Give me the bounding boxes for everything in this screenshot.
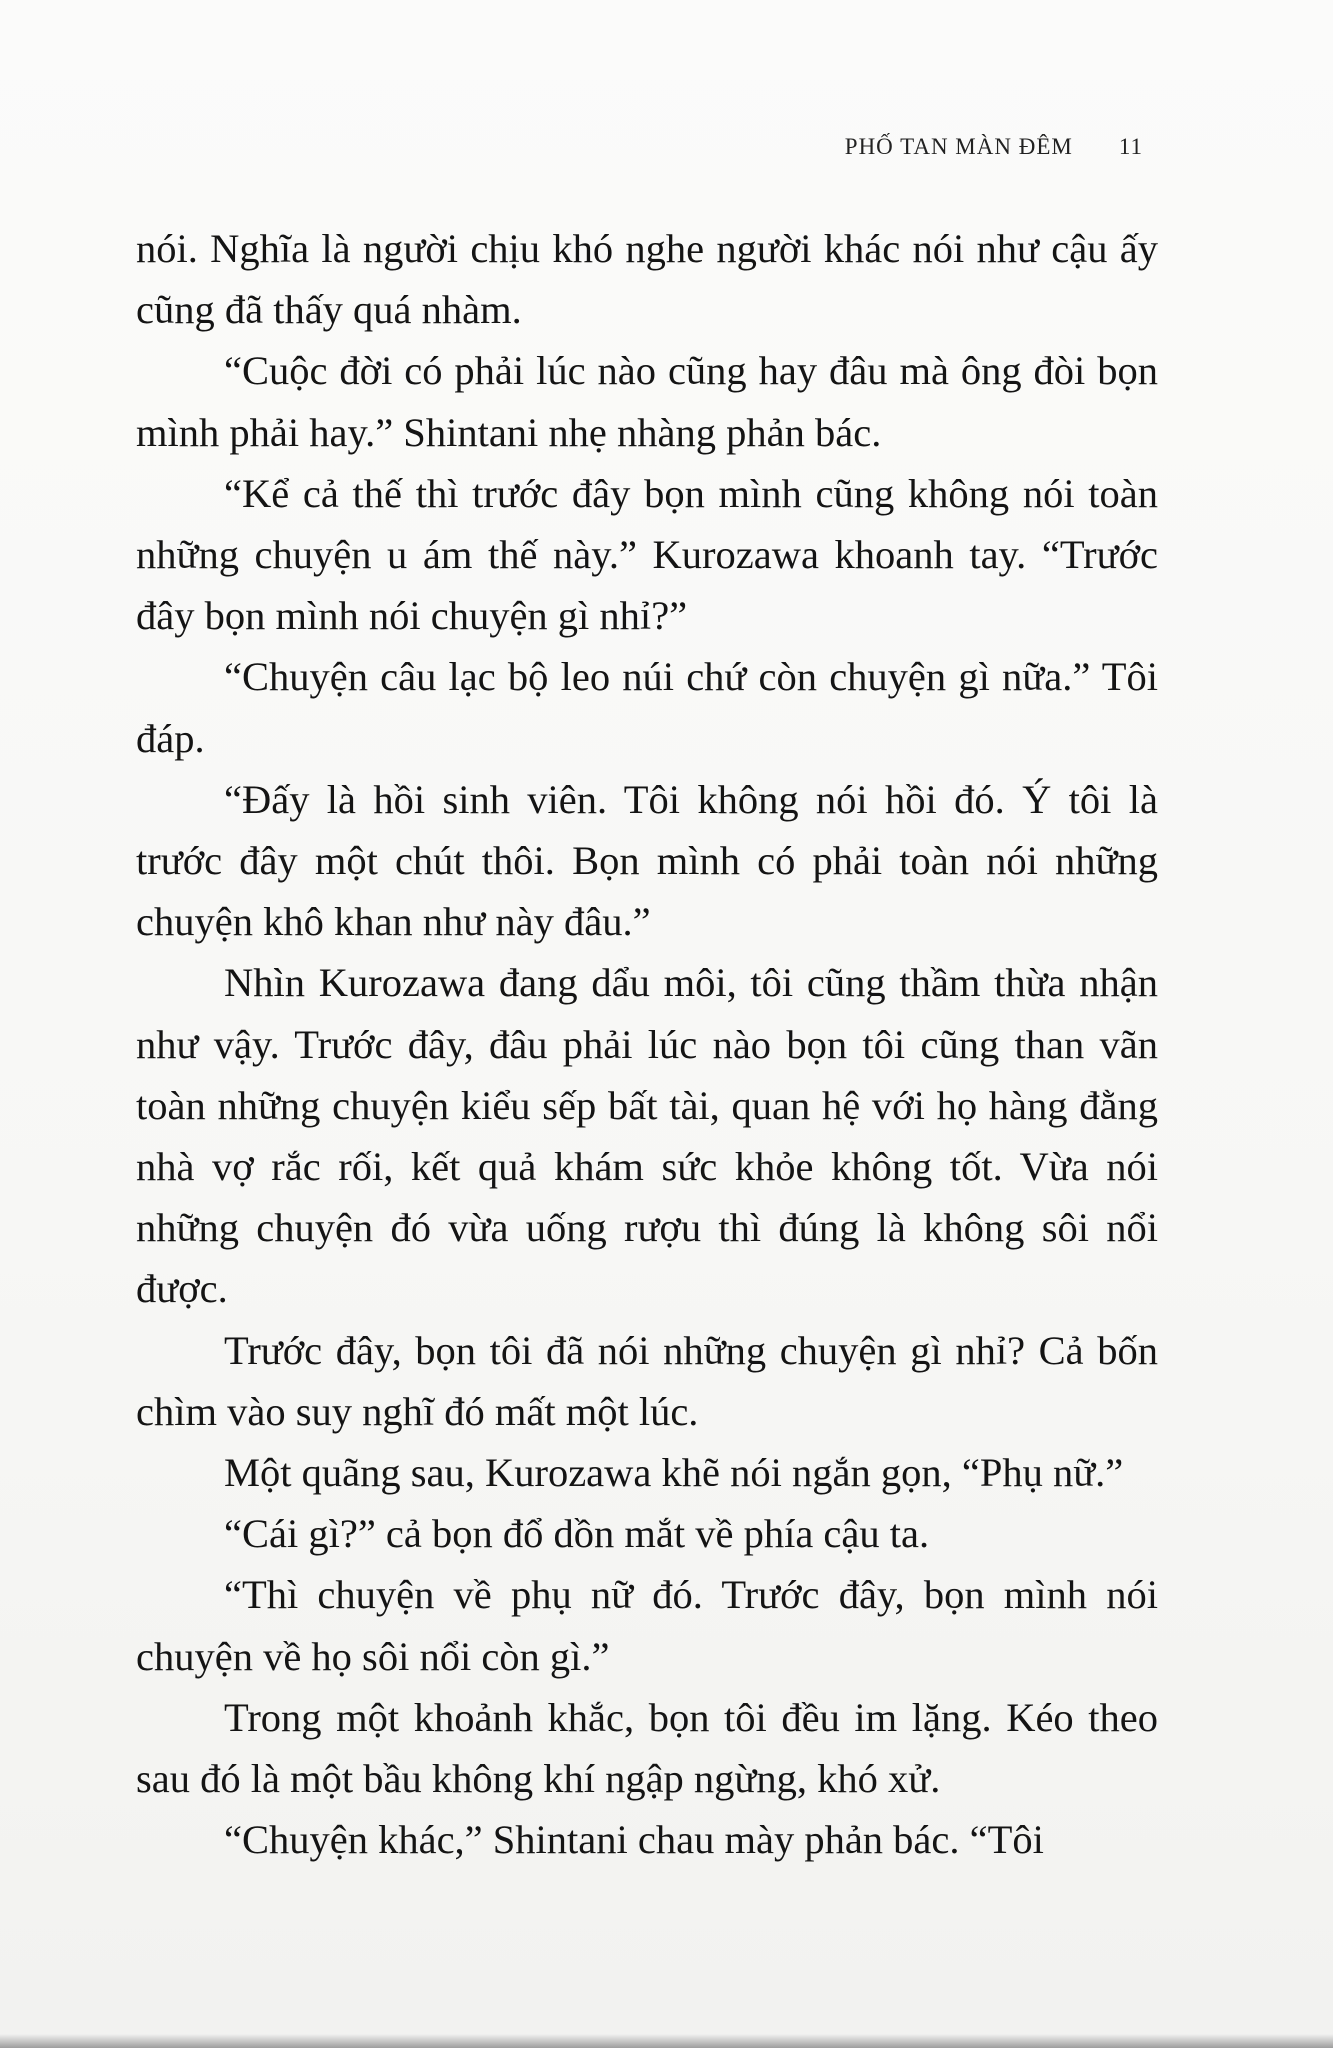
paragraph: “Kể cả thế thì trước đây bọn mình cũng không nói toàn những chuyện u ám thế này.” Kurozawa khoanh tay. “Trước đây bọn mình nói chuyện gì nhỉ?” (136, 470, 1158, 639)
paragraph: “Chuyện khác,” Shintani chau mày phản bác. “Tôi (224, 1817, 1044, 1863)
running-title: PHỐ TAN MÀN ĐÊM (844, 134, 1073, 159)
page-number: 11 (1118, 134, 1143, 159)
paragraph: Trước đây, bọn tôi đã nói những chuyện gì nhỉ? Cả bốn chìm vào suy nghĩ đó mất một lúc. (136, 1327, 1158, 1434)
running-head (845, 134, 1143, 160)
paragraph: Nhìn Kurozawa đang dẩu môi, tôi cũng thầm thừa nhận như vậy. Trước đây, đâu phải lúc nào bọn tôi cũng than vãn toàn những chuyện kiểu sếp bất tài, quan hệ với họ hàng đằng nhà vợ rắc rối, kết quả khám sức khỏe không tốt. Vừa nói những chuyện đó vừa uống rượu thì đúng là không sôi nổi được. (136, 960, 1158, 1312)
paragraph: Trong một khoảnh khắc, bọn tôi đều im lặng. Kéo theo sau đó là một bầu không khí ngập ngừng, khó xử. (136, 1694, 1158, 1802)
paragraph: “Thì chuyện về phụ nữ đó. Trước đây, bọn mình nói chuyện về họ sôi nổi còn gì.” (136, 1572, 1158, 1679)
paragraph: “Chuyện câu lạc bộ leo núi chứ còn chuyện gì nữa.” Tôi đáp. (136, 654, 1158, 761)
paragraph: nói. Nghĩa là người chịu khó nghe người khác nói như cậu ấy cũng đã thấy quá nhàm. (136, 226, 1158, 333)
page-edge-shadow (0, 2034, 1333, 2048)
paragraph: “Cuộc đời có phải lúc nào cũng hay đâu mà ông đòi bọn mình phải hay.” Shintani nhẹ nhàng phản bác. (136, 348, 1158, 455)
paragraph: “Đấy là hồi sinh viên. Tôi không nói hồi đó. Ý tôi là trước đây một chút thôi. Bọn mình có phải toàn nói những chuyện khô khan như này đâu.” (136, 776, 1158, 945)
paragraph: Một quãng sau, Kurozawa khẽ nói ngắn gọn, “Phụ nữ.” (224, 1450, 1124, 1496)
body-text (136, 218, 1158, 1870)
paragraph: “Cái gì?” cả bọn đổ dồn mắt về phía cậu ta. (224, 1511, 930, 1557)
